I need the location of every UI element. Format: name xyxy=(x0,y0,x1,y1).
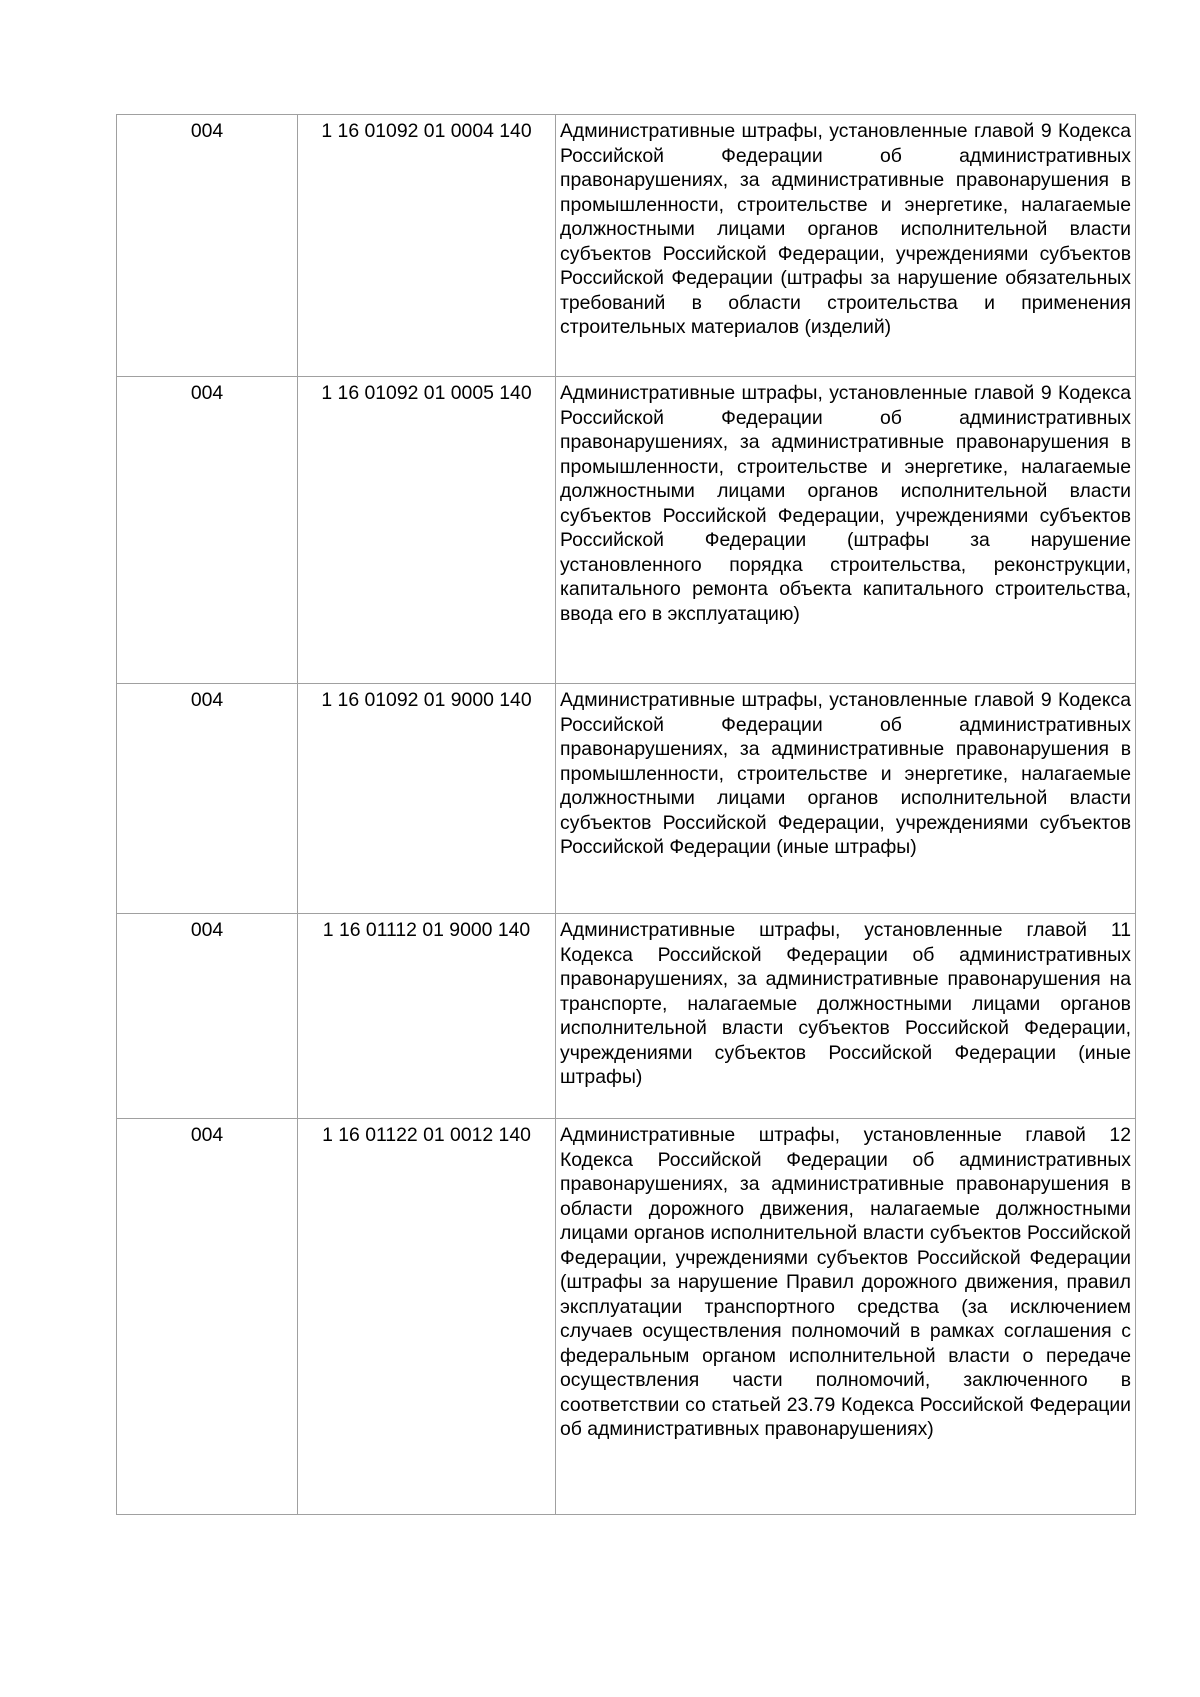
revenue-code-cell: 1 16 01122 01 0012 140 xyxy=(298,1119,556,1515)
table-row xyxy=(117,115,1136,377)
revenue-description-cell: Административные штрафы, установленные главой 12 Кодекса Российской Федерации об административных правонарушениях, за административные правонарушения в области дорожного движения, налагаемые должностными лицами органов исполнительной власти субъектов Российской Федерации, учреждениями субъектов Российской Федерации (штрафы за нарушение Правил дорожного движения, правил эксплуатации транспортного средства (за исключением случаев осуществления полномочий в рамках соглашения с федеральным органом исполнительной власти о передаче осуществления части полномочий, заключенного в соответствии со статьей 23.79 Кодекса Российской Федерации об административных правонарушениях) xyxy=(556,1119,1136,1515)
table-row xyxy=(117,914,1136,1119)
revenue-code-cell: 1 16 01112 01 9000 140 xyxy=(298,914,556,1119)
revenue-description-cell: Административные штрафы, установленные главой 9 Кодекса Российской Федерации об административных правонарушениях, за административные правонарушения в промышленности, строительстве и энергетике, налагаемые должностными лицами органов исполнительной власти субъектов Российской Федерации, учреждениями субъектов Российской Федерации (штрафы за нарушение обязательных требований в области строительства и применения строительных материалов (изделий) xyxy=(556,115,1136,377)
revenue-description-cell: Административные штрафы, установленные главой 9 Кодекса Российской Федерации об административных правонарушениях, за административные правонарушения в промышленности, строительстве и энергетике, налагаемые должностными лицами органов исполнительной власти субъектов Российской Федерации, учреждениями субъектов Российской Федерации (штрафы за нарушение установленного порядка строительства, реконструкции, капитального ремонта объекта капитального строительства, ввода его в эксплуатацию) xyxy=(556,377,1136,684)
administrator-code-cell: 004 xyxy=(117,684,298,914)
administrator-code-cell: 004 xyxy=(117,115,298,377)
administrator-code-cell: 004 xyxy=(117,1119,298,1515)
revenue-description-cell: Административные штрафы, установленные главой 9 Кодекса Российской Федерации об административных правонарушениях, за административные правонарушения в промышленности, строительстве и энергетике, налагаемые должностными лицами органов исполнительной власти субъектов Российской Федерации, учреждениями субъектов Российской Федерации (иные штрафы) xyxy=(556,684,1136,914)
table-row xyxy=(117,684,1136,914)
revenue-code-cell: 1 16 01092 01 0004 140 xyxy=(298,115,556,377)
administrator-code-cell: 004 xyxy=(117,377,298,684)
table-row xyxy=(117,1119,1136,1515)
table-row xyxy=(117,377,1136,684)
revenue-code-cell: 1 16 01092 01 0005 140 xyxy=(298,377,556,684)
revenue-description-cell: Административные штрафы, установленные главой 11 Кодекса Российской Федерации об административных правонарушениях, за административные правонарушения на транспорте, налагаемые должностными лицами органов исполнительной власти субъектов Российской Федерации, учреждениями субъектов Российской Федерации (иные штрафы) xyxy=(556,914,1136,1119)
revenue-code-cell: 1 16 01092 01 9000 140 xyxy=(298,684,556,914)
budget-classification-table xyxy=(116,114,1136,1515)
administrator-code-cell: 004 xyxy=(117,914,298,1119)
